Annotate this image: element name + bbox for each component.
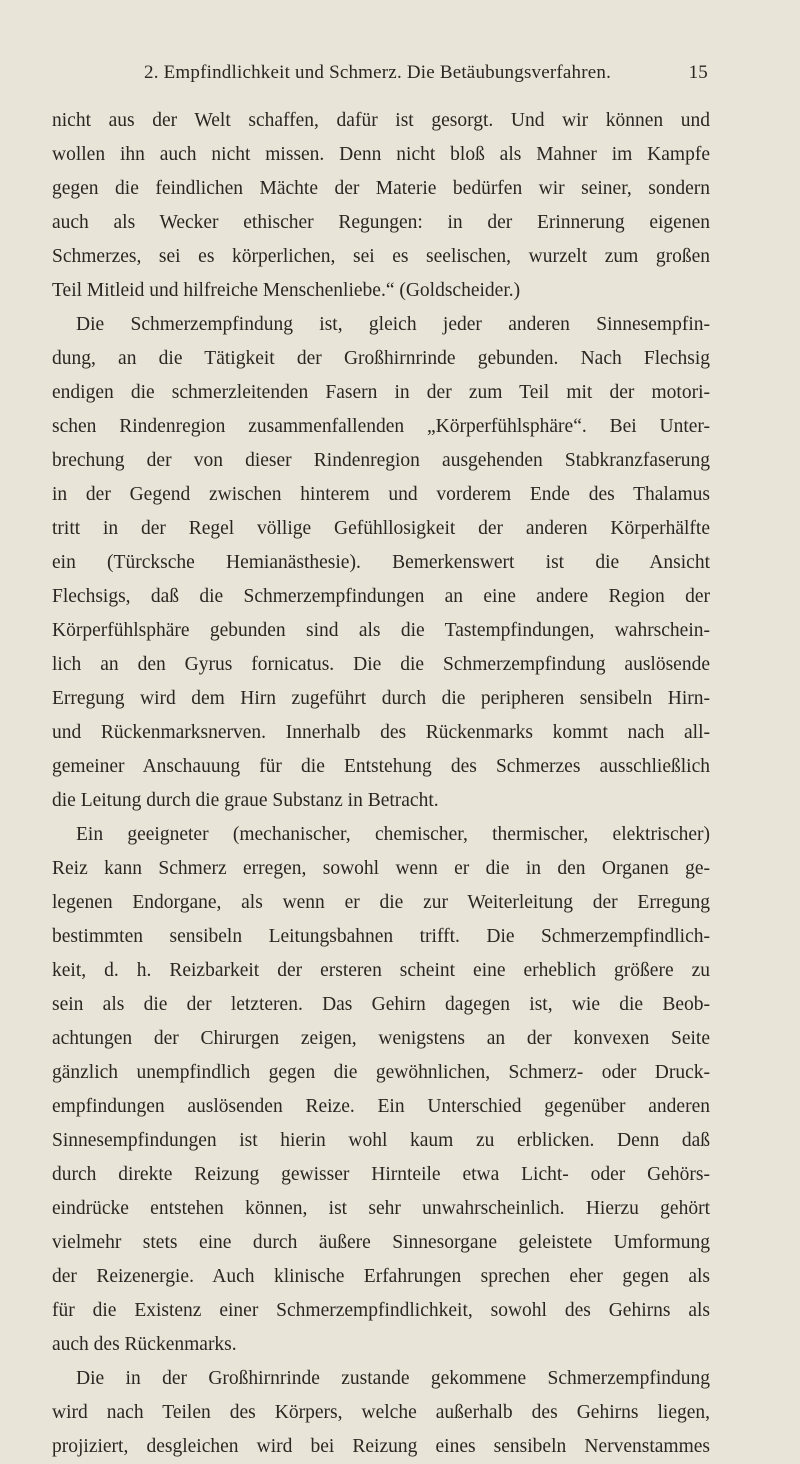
text-line: tritt in der Regel völlige Gefühllosigkeit der anderen Körperhälfte: [52, 518, 710, 539]
text-line: gemeiner Anschauung für die Entstehung des Schmerzes ausschließlich: [52, 756, 710, 777]
running-header: [52, 62, 708, 90]
text-line: in der Gegend zwischen hinterem und vorderem Ende des Thalamus: [52, 484, 710, 505]
text-line: empfindungen auslösenden Reize. Ein Unterschied gegenüber anderen: [52, 1096, 710, 1117]
text-line: Sinnesempfindungen ist hierin wohl kaum zu erblicken. Denn daß: [52, 1130, 710, 1151]
text-line: Reiz kann Schmerz erregen, sowohl wenn er die in den Organen ge-: [52, 858, 710, 879]
text-line: dung, an die Tätigkeit der Großhirnrinde gebunden. Nach Flechsig: [52, 348, 710, 369]
text-line: endigen die schmerzleitenden Fasern in der zum Teil mit der motori-: [52, 382, 710, 403]
text-line: vielmehr stets eine durch äußere Sinnesorgane geleistete Umformung: [52, 1232, 710, 1253]
text-line: Teil Mitleid und hilfreiche Menschenliebe.“ (Goldscheider.): [52, 280, 521, 301]
text-line: gänzlich unempfindlich gegen die gewöhnlichen, Schmerz- oder Druck-: [52, 1062, 710, 1083]
text-line: auch als Wecker ethischer Regungen: in der Erinnerung eigenen: [52, 212, 710, 233]
text-line: bestimmten sensibeln Leitungsbahnen trifft. Die Schmerzempfindlich-: [52, 926, 710, 947]
text-line: ein (Türcksche Hemianästhesie). Bemerkenswert ist die Ansicht: [52, 552, 710, 573]
text-line: nicht aus der Welt schaffen, dafür ist gesorgt. Und wir können und: [52, 110, 710, 131]
text-line: wollen ihn auch nicht missen. Denn nicht bloß als Mahner im Kampfe: [52, 144, 710, 165]
text-line: durch direkte Reizung gewisser Hirnteile etwa Licht- oder Gehörs-: [52, 1164, 710, 1185]
text-line: Schmerzes, sei es körperlichen, sei es seelischen, wurzelt zum großen: [52, 246, 710, 267]
text-line: wird nach Teilen des Körpers, welche außerhalb des Gehirns liegen,: [52, 1402, 710, 1423]
text-line: eindrücke entstehen können, ist sehr unwahrscheinlich. Hierzu gehört: [52, 1198, 710, 1219]
text-line: sein als die der letzteren. Das Gehirn dagegen ist, wie die Beob-: [52, 994, 710, 1015]
text-line: projiziert, desgleichen wird bei Reizung eines sensibeln Nervenstammes: [52, 1436, 710, 1457]
text-line: achtungen der Chirurgen zeigen, wenigstens an der konvexen Seite: [52, 1028, 710, 1049]
text-line: brechung der von dieser Rindenregion ausgehenden Stabkranzfaserung: [52, 450, 710, 471]
text-line: für die Existenz einer Schmerzempfindlichkeit, sowohl des Gehirns als: [52, 1300, 710, 1321]
text-line: Die Schmerzempfindung ist, gleich jeder anderen Sinnesempfin-: [76, 314, 710, 335]
text-line: keit, d. h. Reizbarkeit der ersteren scheint eine erheblich größere zu: [52, 960, 710, 981]
text-line: Erregung wird dem Hirn zugeführt durch die peripheren sensibeln Hirn-: [52, 688, 710, 709]
text-line: schen Rindenregion zusammenfallenden „Körperfühlsphäre“. Bei Unter-: [52, 416, 710, 437]
text-line: Ein geeigneter (mechanischer, chemischer, thermischer, elektrischer): [76, 824, 710, 845]
text-line: lich an den Gyrus fornicatus. Die die Schmerzempfindung auslösende: [52, 654, 710, 675]
page-number: 15: [688, 62, 708, 83]
text-line: die Leitung durch die graue Substanz in Betracht.: [52, 790, 439, 811]
text-line: legenen Endorgane, als wenn er die zur Weiterleitung der Erregung: [52, 892, 710, 913]
text-line: Flechsigs, daß die Schmerzempfindungen an eine andere Region der: [52, 586, 710, 607]
text-line: der Reizenergie. Auch klinische Erfahrungen sprechen eher gegen als: [52, 1266, 710, 1287]
text-line: und Rückenmarksnerven. Innerhalb des Rückenmarks kommt nach all-: [52, 722, 710, 743]
body-text: [52, 104, 710, 1464]
chapter-title: 2. Empfindlichkeit und Schmerz. Die Betäubungsverfahren.: [144, 62, 612, 83]
text-line: auch des Rückenmarks.: [52, 1334, 237, 1355]
text-line: gegen die feindlichen Mächte der Materie bedürfen wir seiner, sondern: [52, 178, 710, 199]
text-line: Die in der Großhirnrinde zustande gekommene Schmerzempfindung: [76, 1368, 710, 1389]
text-line: Körperfühlsphäre gebunden sind als die Tastempfindungen, wahrschein-: [52, 620, 710, 641]
